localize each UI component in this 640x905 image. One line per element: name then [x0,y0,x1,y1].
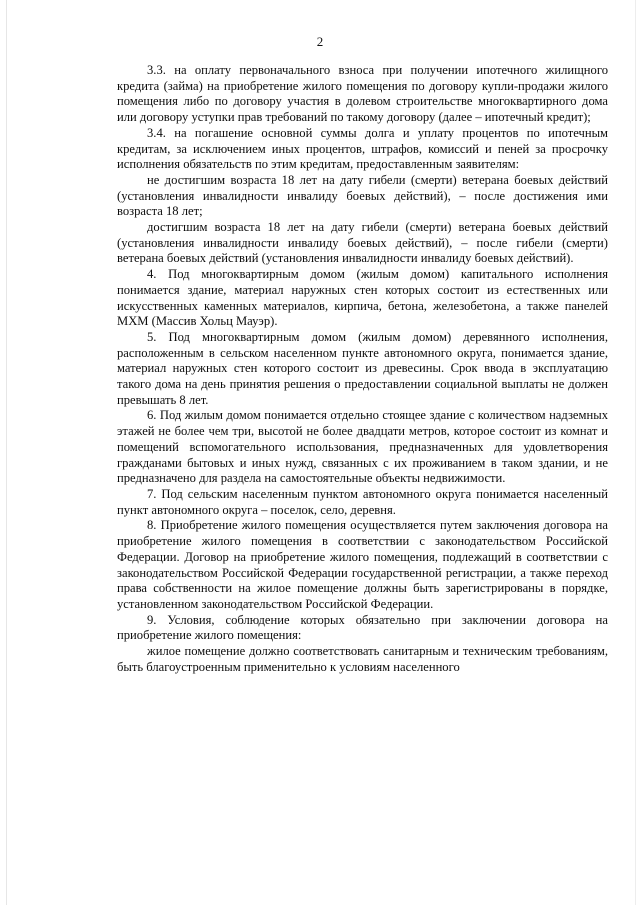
paragraph-over-18: достигшим возраста 18 лет на дату гибели (смерти) ветерана боевых действий (установления инвалидности инвалиду боевых действий), – после гибели (смерти) ветерана боевых действий (установления инвалидности инвалиду боевых действий). [117,220,608,266]
paragraph-under-18: не достигшим возраста 18 лет на дату гибели (смерти) ветерана боевых действий (установления инвалидности инвалиду боевых действий), – после достижения ими возраста 18 лет; [117,172,608,219]
paragraph-3-4: 3.4. на погашение основной суммы долга и уплату процентов по ипотечным кредитам, за исключением иных процентов, штрафов, комиссий и пеней за просрочку исполнения обязательств по этим кредитам, предоставленным заявителям: [117,125,608,172]
paragraph-6: 6. Под жилым домом понимается отдельно стоящее здание с количеством надземных этажей не более чем три, высотой не более двадцати метров, которое состоит из комнат и помещений вспомогательного использования, предназначенных для удовлетворения гражданами бытовых и иных нужд, связанных с их проживанием в таком здании, и не предназначено для раздела на самостоятельные объекты недвижимости. [117,408,608,486]
paragraph-3-3: 3.3. на оплату первоначального взноса при получении ипотечного жилищного кредита (займа) на приобретение жилого помещения по договору купли-продажи жилого помещения либо по договору участия в долевом строительстве многоквартирного дома или договору уступки прав требований по такому договору (далее – ипотечный кредит); [117,63,608,125]
paragraph-4: 4. Под многоквартирным домом (жилым домом) капитального исполнения понимается здание, материал наружных стен которых состоит из естественных или искусственных каменных материалов, кирпича, бетона, железобетона, а также панелей МХМ (Массив Хольц Мауэр). [117,267,608,329]
page-number: 2 [316,34,324,49]
paragraph-9-condition: жилое помещение должно соответствовать санитарным и техническим требованиям, быть благоустроенным применительно к условиям населенного [117,644,608,674]
paragraph-5: 5. Под многоквартирным домом (жилым домом) деревянного исполнения, расположенным в сельском населенном пункте автономного округа, понимается здание, материал наружных стен которого состоит из древесины. Срок ввода в эксплуатацию такого дома на день принятия решения о предоставлении социальной выплаты не должен превышать 8 лет. [117,329,608,407]
paragraph-8: 8. Приобретение жилого помещения осуществляется путем заключения договора на приобретение жилого помещения в соответствии с законодательством Российской Федерации. Договор на приобретение жилого помещения, подлежащий в соответствии с законодательством Российской Федерации государственной регистрации, а также переход права собственности на жилое помещение должны быть зарегистрированы в порядке, установленном законодательством Российской Федерации. [117,518,608,611]
document-body [117,63,608,675]
scan-edge-right [635,0,636,905]
paragraph-9: 9. Условия, соблюдение которых обязательно при заключении договора на приобретение жилого помещения: [117,612,608,643]
paragraph-7: 7. Под сельским населенным пунктом автономного округа понимается населенный пункт автономного округа – поселок, село, деревня. [117,486,608,517]
scan-edge-left [6,0,7,905]
